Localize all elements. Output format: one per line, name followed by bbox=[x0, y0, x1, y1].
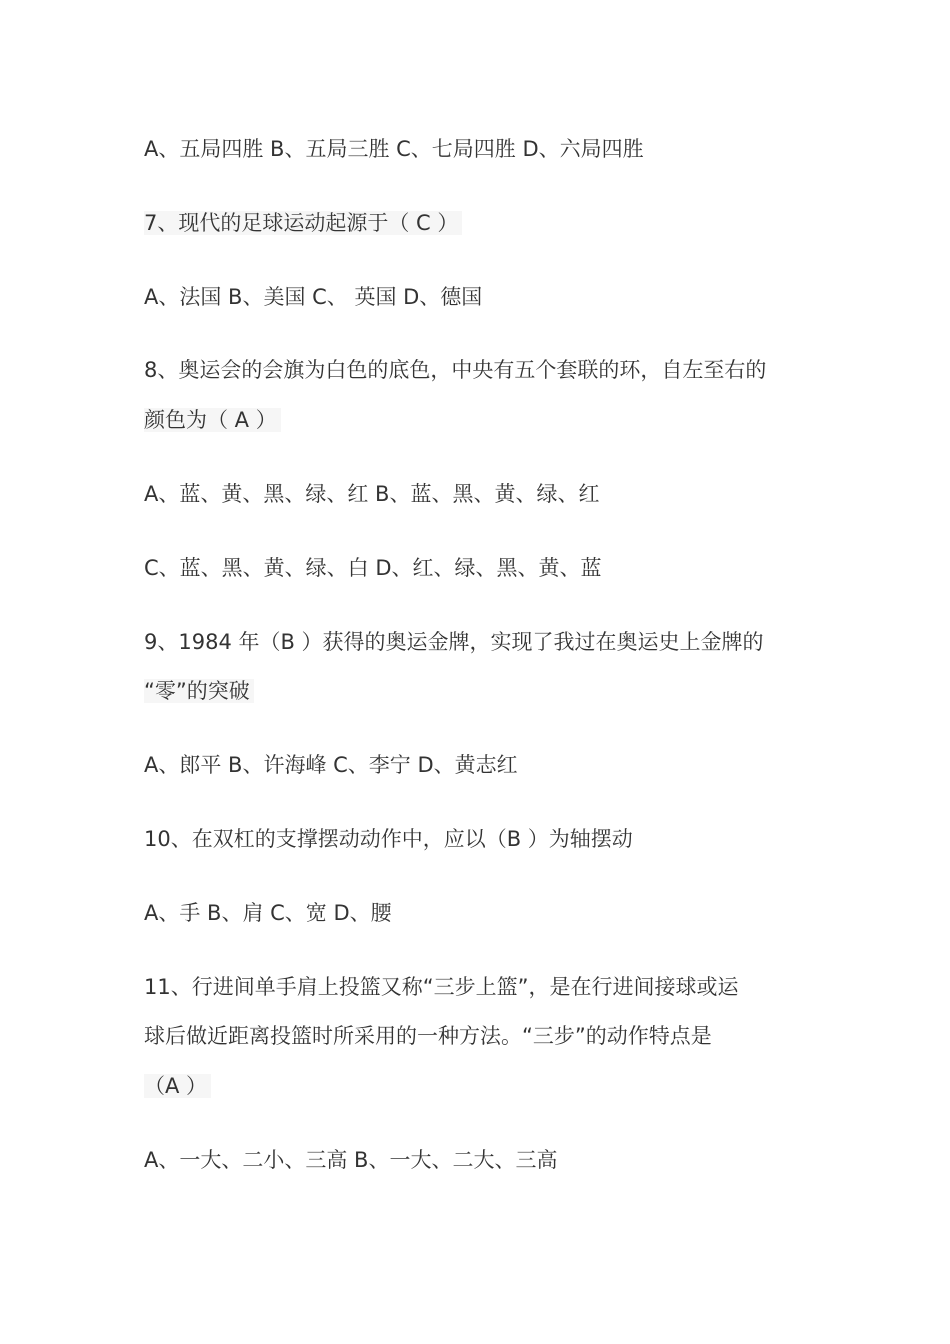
answer-options-q6: A、五局四胜 B、五局三胜 C、七局四胜 D、六局四胜 bbox=[144, 137, 644, 161]
question-11-answer: （A ） bbox=[144, 1074, 211, 1098]
answer-options-q11: A、一大、二小、三高 B、一大、二大、三高 bbox=[144, 1148, 558, 1172]
question-11-line-1: 11、行进间单手肩上投篮又称“三步上篮”，是在行进间接球或运 bbox=[144, 975, 739, 999]
question-7 bbox=[144, 208, 462, 238]
question-9-end: “零”的突破 bbox=[144, 679, 254, 703]
question-8-line-2 bbox=[144, 405, 281, 435]
answer-options-q8-ab: A、蓝、黄、黑、绿、红 B、蓝、黑、黄、绿、红 bbox=[144, 482, 600, 506]
question-11-line-2: 球后做近距离投篮时所采用的一种方法。“三步”的动作特点是 bbox=[144, 1024, 712, 1048]
answer-options-q9: A、郎平 B、许海峰 C、李宁 D、黄志红 bbox=[144, 753, 518, 777]
question-10: 10、在双杠的支撑摆动动作中，应以（B ）为轴摆动 bbox=[144, 827, 633, 851]
question-7-text: 7、现代的足球运动起源于（ C ） bbox=[144, 211, 462, 235]
answer-options-q10: A、手 B、肩 C、宽 D、腰 bbox=[144, 901, 392, 925]
answer-options-q8-cd: C、蓝、黑、黄、绿、白 D、红、绿、黑、黄、蓝 bbox=[144, 556, 602, 580]
question-11-line-3 bbox=[144, 1071, 211, 1101]
question-8-answer: 颜色为（ A ） bbox=[144, 408, 281, 432]
question-9-line-1: 9、1984 年（B ）获得的奥运金牌，实现了我过在奥运史上金牌的 bbox=[144, 630, 764, 654]
question-9-line-2 bbox=[144, 676, 254, 706]
question-8-line-1: 8、奥运会的会旗为白色的底色，中央有五个套联的环，自左至右的 bbox=[144, 358, 767, 382]
answer-options-q7: A、法国 B、美国 C、 英国 D、德国 bbox=[144, 285, 483, 309]
